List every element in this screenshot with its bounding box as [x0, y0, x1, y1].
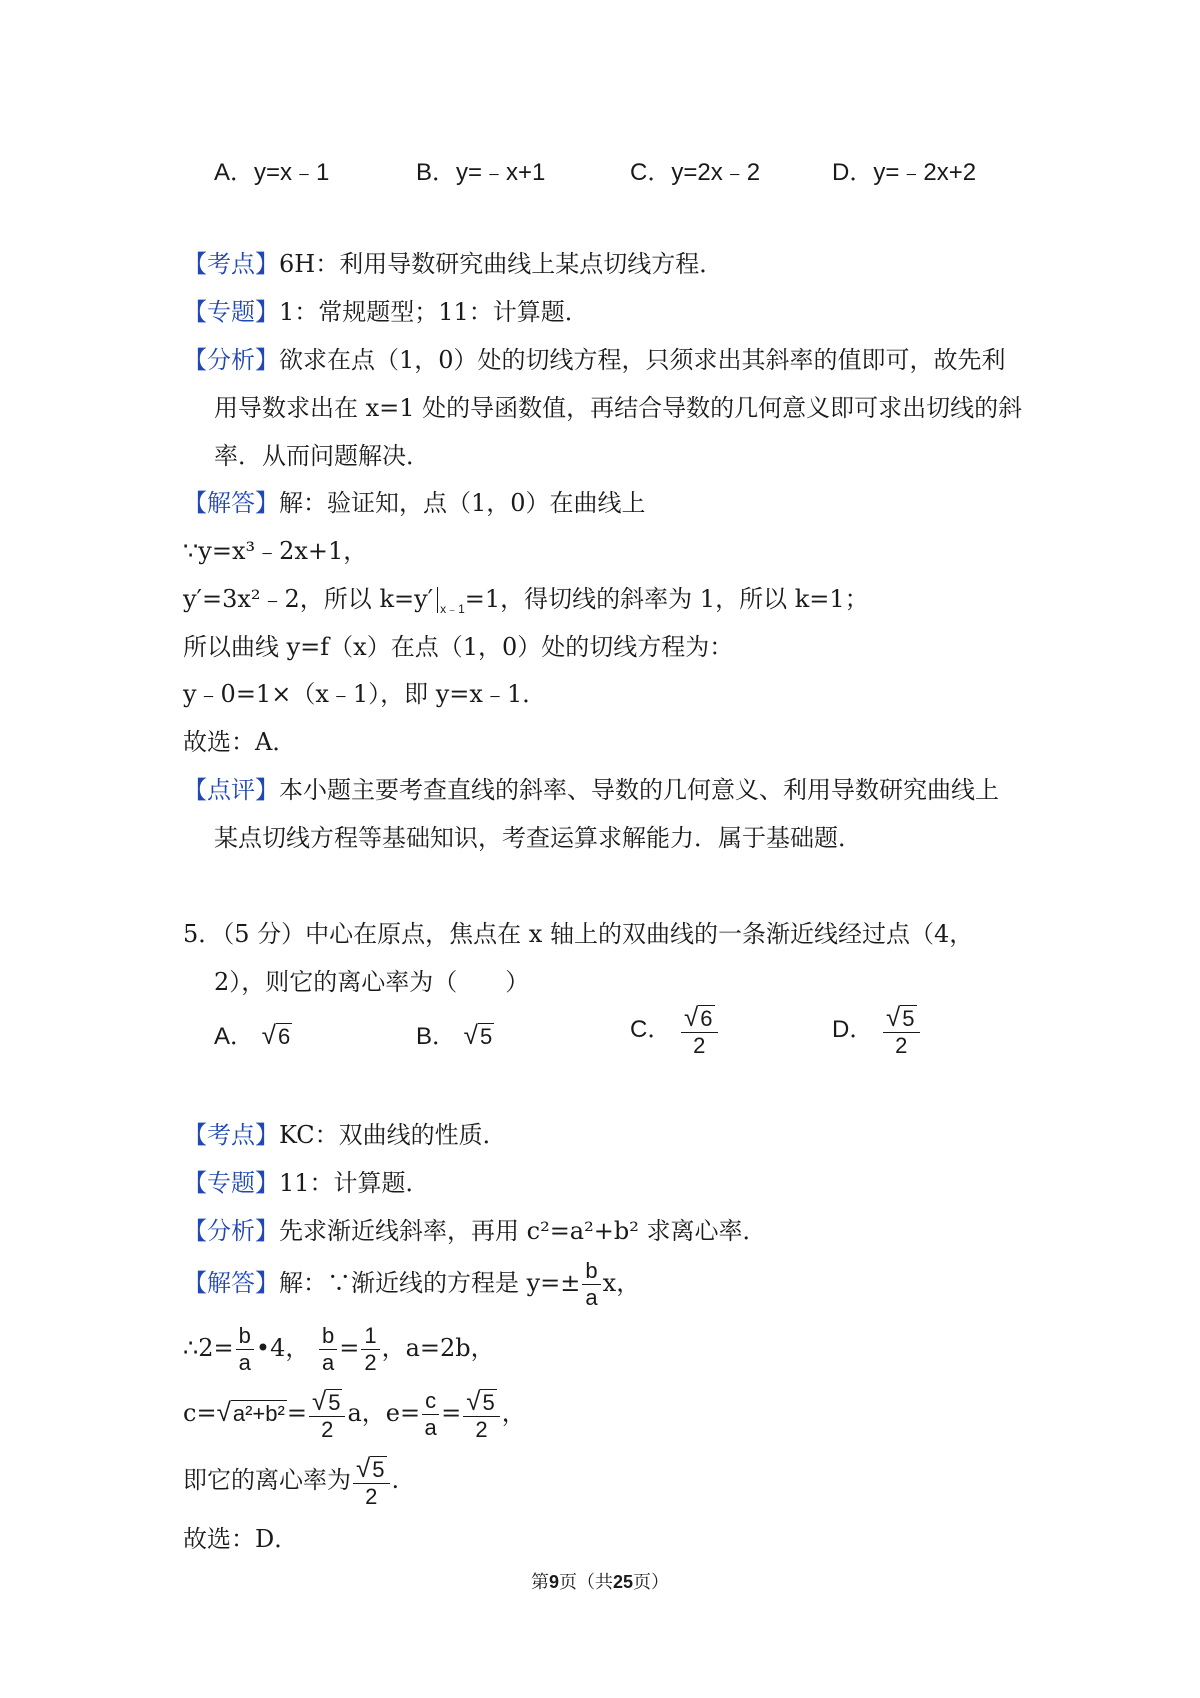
q4-option-a [214, 155, 329, 190]
fraction-one-half: $\frac{1}{2}$ [361, 1325, 379, 1374]
q4-zhuanti [183, 295, 589, 329]
q5-step1: ∴2= $\frac{b}{a}$ •4， $\frac{b}{a}$ = $\frac{1}{2}$ ，a=2b， [183, 1323, 495, 1375]
page-total: 25 [612, 1572, 634, 1592]
q5-option-d [832, 1004, 922, 1057]
numerator: √5 [883, 1004, 920, 1033]
q4-fenxi-line2: 用导数求出在 x=1 处的导函数值，再结合导数的几何意义即可求出切线的斜 [214, 394, 1023, 422]
q4-step5: 故选：A． [183, 728, 297, 756]
option-text: y=﹣x+1 [456, 159, 546, 186]
fraction-b-over-a: $\frac{b}{a}$ [319, 1325, 337, 1374]
q4-step2 [183, 582, 869, 626]
q4-step4: y﹣0=1×（x﹣1），即 y=x﹣1． [183, 680, 547, 708]
jieda-tag: 【解答】 [183, 1269, 279, 1297]
jieda-tag: 【解答】 [183, 489, 279, 517]
option-label: B． [416, 159, 457, 186]
kaodian-text: KC：双曲线的性质． [279, 1121, 507, 1149]
denominator: 2 [895, 1033, 908, 1058]
q5-option-b [416, 1018, 494, 1054]
sqrt-expression [464, 1018, 495, 1054]
option-text: y=﹣2x+2 [873, 159, 977, 186]
radicand: 6 [277, 1024, 291, 1049]
step2-tail: =1，得切线的斜率为 1，所以 k=1； [464, 585, 869, 613]
kaodian-text: 6H：利用导数研究曲线上某点切线方程． [279, 250, 724, 278]
q5-kaodian [183, 1118, 507, 1152]
jieda-tail: x， [602, 1269, 641, 1297]
fraction-sqrt5-over-2: $\frac{√5}{2}$ [353, 1455, 390, 1508]
q4-jieda [183, 486, 646, 520]
q5-zhuanti [183, 1166, 430, 1200]
q4-option-b [416, 155, 545, 190]
q4-step3: 所以曲线 y=f（x）在点（1，0）处的切线方程为： [183, 633, 734, 661]
q5-step2: c=√a²+b²= $\frac{√5}{2}$ a，e= $\frac{c}{a}$ = $\frac{√5}{2}$ ， [183, 1386, 526, 1442]
option-text: y=2x﹣2 [671, 159, 761, 186]
evaluation-bar [437, 587, 438, 613]
q5-step3: 即它的离心率为 $\frac{√5}{2}$ . [183, 1453, 400, 1509]
step2-lead: y′=3x²﹣2，所以 k=y′ [183, 585, 434, 613]
q5-step4: 故选：D． [183, 1525, 299, 1553]
zhuanti-text: 1：常规题型；11：计算题． [279, 298, 589, 326]
option-label: C． [630, 1016, 672, 1043]
q4-dianping [183, 773, 999, 807]
dianping-line: 本小题主要考查直线的斜率、导数的几何意义、利用导数研究曲线上 [279, 776, 999, 804]
q4-option-c [630, 155, 760, 190]
radical-sign: √ [463, 1020, 478, 1050]
fraction-sqrt5-over-2: $\frac{√5}{2}$ [463, 1388, 500, 1441]
zhuanti-tag: 【专题】 [183, 298, 279, 326]
option-label: A． [214, 1023, 255, 1050]
fenxi-tag: 【分析】 [183, 346, 279, 374]
option-label: C． [630, 159, 672, 186]
q5-fenxi [183, 1214, 766, 1248]
q4-step1: ∵y=x³﹣2x+1， [183, 537, 368, 565]
q4-option-d [832, 155, 976, 190]
q5-jieda [183, 1255, 640, 1311]
zhuanti-tag: 【专题】 [183, 1169, 279, 1197]
dianping-tag: 【点评】 [183, 776, 279, 804]
fraction [681, 1004, 718, 1057]
sqrt-expression [262, 1018, 293, 1054]
q4-fenxi-line3: 率．从而问题解决． [214, 442, 430, 470]
fenxi-line: 欲求在点（1，0）处的切线方程，只须求出其斜率的值即可，故先利 [279, 346, 1006, 374]
q5-stem-line2: 2），则它的离心率为（ ） [214, 968, 530, 996]
page-number: 9 [548, 1572, 559, 1592]
q4-kaodian [183, 247, 723, 281]
zhuanti-text: 11：计算题． [279, 1169, 430, 1197]
kaodian-tag: 【考点】 [183, 250, 279, 278]
q4-fenxi [183, 343, 1006, 377]
fenxi-tag: 【分析】 [183, 1217, 279, 1245]
fraction-b-over-a: $\frac{b}{a}$ [582, 1260, 600, 1309]
fraction-c-over-a: $\frac{c}{a}$ [422, 1390, 439, 1439]
numerator: √6 [681, 1004, 718, 1033]
step2-subscript: x﹣1 [440, 602, 465, 616]
fenxi-text: 先求渐近线斜率，再用 c²=a²+b² 求离心率． [279, 1217, 767, 1245]
option-label: D． [832, 1016, 874, 1043]
jieda-text: 解：∵渐近线的方程是 y=± [279, 1269, 581, 1297]
kaodian-tag: 【考点】 [183, 1121, 279, 1149]
page-footer: 第9页（共25页） [530, 1572, 670, 1593]
radicand: 5 [479, 1024, 493, 1049]
q5-stem: 5．（5 分）中心在原点，焦点在 x 轴上的双曲线的一条渐近线经过点（4， [183, 920, 974, 948]
option-label: B． [416, 1023, 457, 1050]
q5-option-a [214, 1018, 292, 1054]
q4-dianping-line2: 某点切线方程等基础知识，考查运算求解能力．属于基础题． [214, 824, 862, 852]
fraction-sqrt5-over-2: $\frac{√5}{2}$ [309, 1388, 346, 1441]
fraction-b-over-a: $\frac{b}{a}$ [236, 1325, 254, 1374]
option-label: D． [832, 159, 874, 186]
sqrt-a2-b2: √a²+b² [216, 1397, 285, 1427]
q5-option-c [630, 1004, 720, 1057]
option-text: y=x﹣1 [254, 159, 330, 186]
radical-sign: √ [261, 1020, 276, 1050]
fraction [883, 1004, 920, 1057]
denominator: 2 [693, 1033, 706, 1058]
option-label: A． [214, 159, 255, 186]
jieda-text: 解：验证知，点（1，0）在曲线上 [279, 489, 646, 517]
